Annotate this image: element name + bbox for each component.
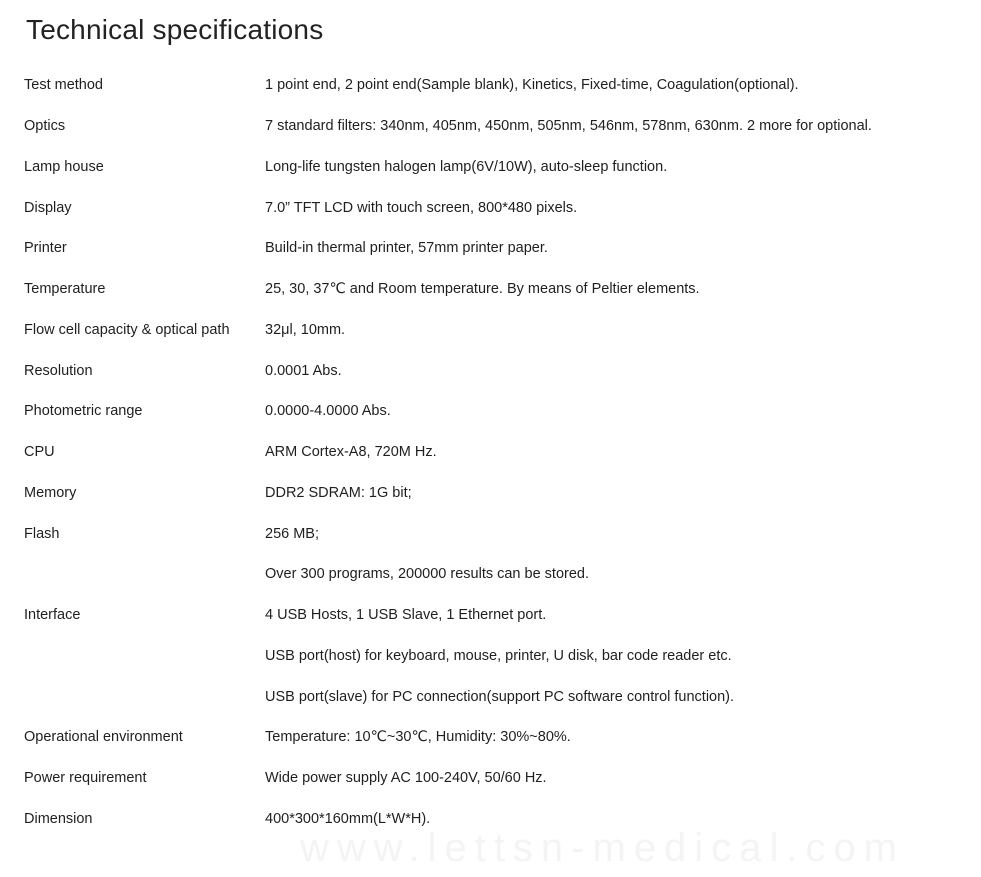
spec-label: Lamp house <box>24 158 104 175</box>
spec-label: Printer <box>24 240 67 257</box>
spec-row <box>24 269 964 310</box>
page-title: Technical specifications <box>26 14 324 45</box>
spec-row <box>24 473 964 514</box>
spec-label: Flash <box>24 525 60 542</box>
spec-value: 7 standard filters: 340nm, 405nm, 450nm, 505nm, 546nm, 578nm, 630nm. 2 more for optional. <box>265 118 872 135</box>
spec-label: Resolution <box>24 362 93 379</box>
spec-value: 32μl, 10mm. <box>265 321 346 338</box>
spec-row <box>24 432 964 473</box>
watermark: www.lettsn-medical.com <box>300 826 906 870</box>
spec-row <box>24 310 964 351</box>
spec-value: 0.0000-4.0000 Abs. <box>265 403 391 420</box>
spec-row <box>24 147 964 188</box>
spec-value: DDR2 SDRAM: 1G bit; <box>265 484 412 501</box>
spec-label: Memory <box>24 484 77 501</box>
spec-value: USB port(host) for keyboard, mouse, printer, U disk, bar code reader etc. <box>265 647 732 664</box>
spec-value: 25, 30, 37℃ and Room temperature. By means of Peltier elements. <box>265 281 700 298</box>
spec-row <box>24 65 964 106</box>
spec-row <box>24 636 964 677</box>
spec-label: Flow cell capacity & optical path <box>24 321 230 338</box>
spec-value: 7.0” TFT LCD with touch screen, 800*480 pixels. <box>265 199 578 216</box>
spec-label: Display <box>24 199 72 216</box>
spec-label: Photometric range <box>24 403 143 420</box>
spec-row <box>24 595 964 636</box>
spec-value: ARM Cortex-A8, 720M Hz. <box>265 444 437 461</box>
spec-value: 256 MB; <box>265 525 319 542</box>
spec-label: Interface <box>24 607 81 624</box>
spec-value: Build-in thermal printer, 57mm printer paper. <box>265 240 548 257</box>
spec-value: 0.0001 Abs. <box>265 362 342 379</box>
spec-row <box>24 228 964 269</box>
spec-value: 4 USB Hosts, 1 USB Slave, 1 Ethernet port. <box>265 607 547 624</box>
spec-row <box>24 187 964 228</box>
spec-row <box>24 513 964 554</box>
spec-value: Over 300 programs, 200000 results can be stored. <box>265 566 590 583</box>
spec-value: 1 point end, 2 point end(Sample blank), Kinetics, Fixed-time, Coagulation(optional). <box>265 77 799 94</box>
spec-label: Power requirement <box>24 770 147 787</box>
spec-label: Test method <box>24 77 103 94</box>
spec-value: USB port(slave) for PC connection(support PC software control function). <box>265 688 735 705</box>
spec-row <box>24 676 964 717</box>
spec-table <box>24 65 964 839</box>
spec-label: Temperature <box>24 281 106 298</box>
spec-label: Operational environment <box>24 729 183 746</box>
spec-value: 400*300*160mm(L*W*H). <box>265 810 431 827</box>
spec-label: CPU <box>24 444 55 461</box>
spec-label: Optics <box>24 118 66 135</box>
spec-value: Temperature: 10℃~30℃, Humidity: 30%~80%. <box>265 729 571 746</box>
spec-row <box>24 758 964 799</box>
spec-row <box>24 391 964 432</box>
spec-row <box>24 350 964 391</box>
spec-value: Wide power supply AC 100-240V, 50/60 Hz. <box>265 770 547 787</box>
spec-value: Long-life tungsten halogen lamp(6V/10W), auto-sleep function. <box>265 158 668 175</box>
spec-row <box>24 106 964 147</box>
spec-label: Dimension <box>24 810 93 827</box>
spec-row <box>24 554 964 595</box>
spec-row <box>24 717 964 758</box>
